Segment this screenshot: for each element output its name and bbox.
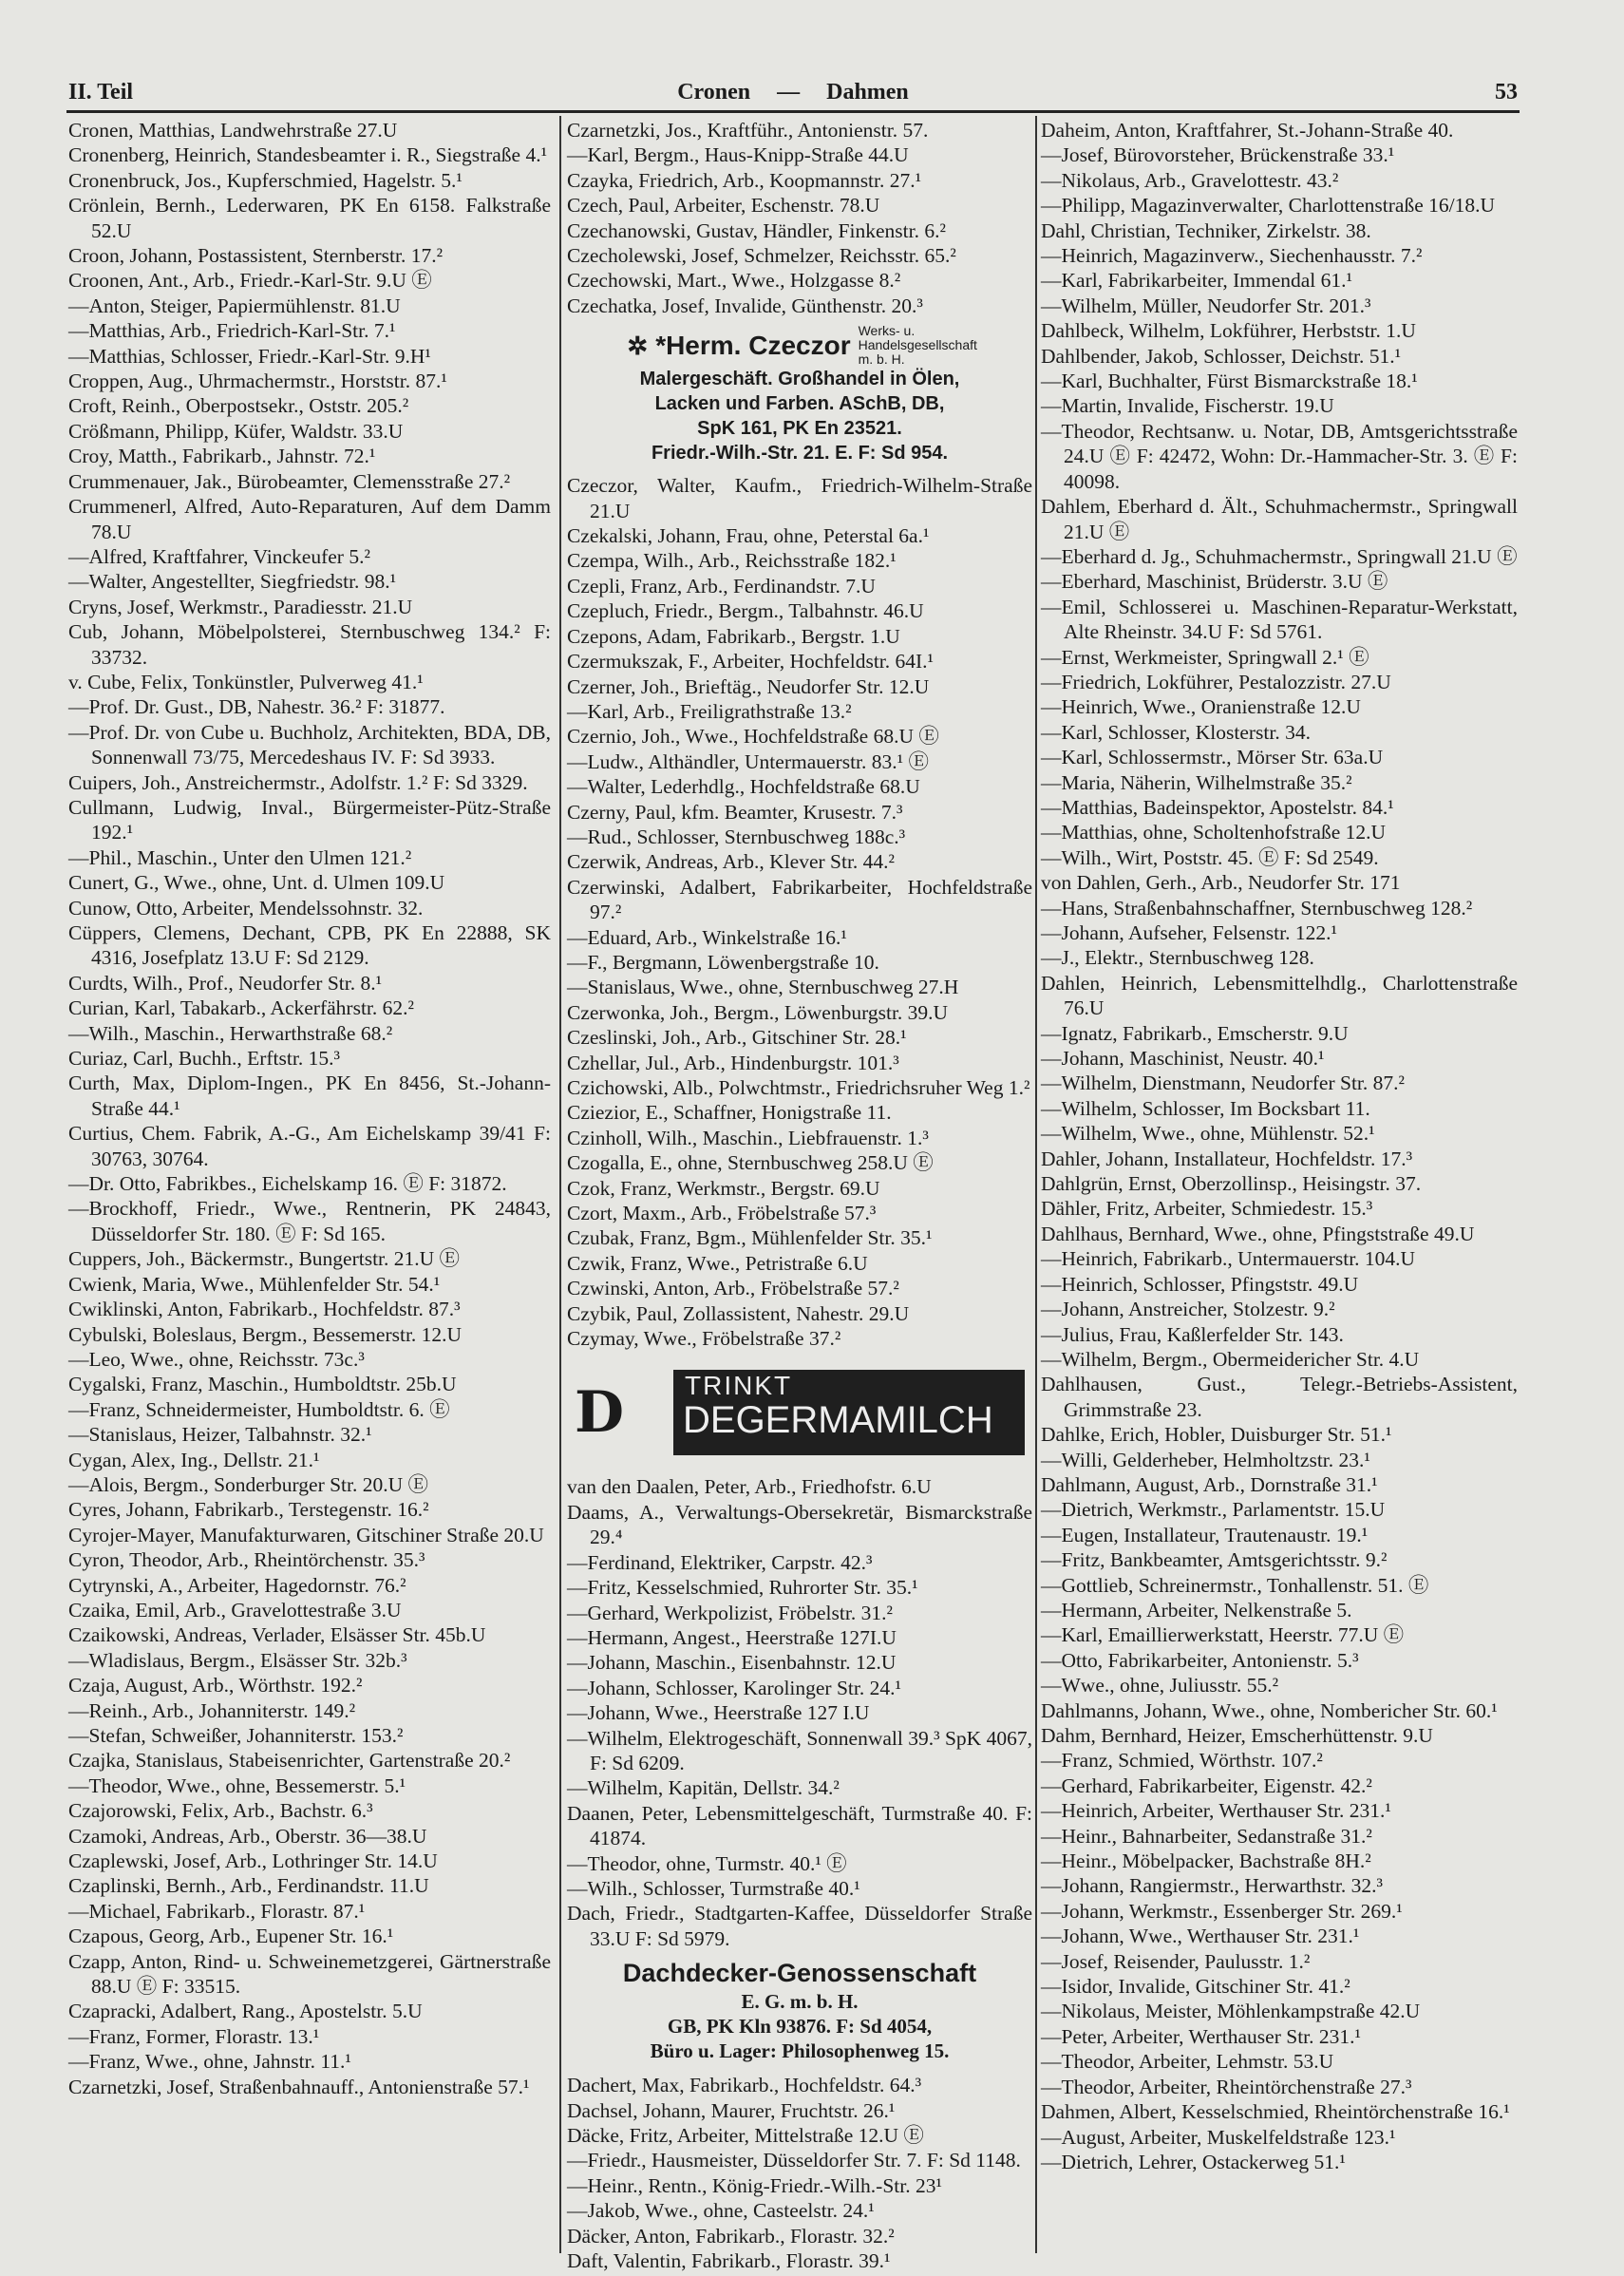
directory-entry: Czaja, August, Arb., Wörthstr. 192.² (68, 1674, 363, 1698)
directory-entry: —Brockhoff, Friedr., Wwe., Rentnerin, PK 24843, Düsseldorfer Str. 180. Ⓔ F: Sd 165. (68, 1197, 551, 1245)
directory-entry: Czwik, Franz, Wwe., Petristraße 6.U (567, 1251, 868, 1275)
ad-subtitle: Werks- u. Handelsgesellschaft m. b. H. (858, 323, 977, 368)
ad-line: Büro u. Lager: Philosophenweg 15. (650, 2039, 950, 2063)
directory-entry: Dahlmann, August, Arb., Dornstraße 31.¹ (1041, 1472, 1378, 1496)
directory-entry: Dahlbeck, Wilhelm, Lokführer, Herbststr. 1.U (1041, 319, 1416, 343)
entries-group (567, 2073, 1032, 2273)
directory-entry: Czepons, Adam, Fabrikarb., Bergstr. 1.U (567, 624, 900, 648)
directory-entry: Czech, Paul, Arbeiter, Eschenstr. 78.U (567, 194, 880, 218)
directory-entry: —Wilhelm, Elektrogeschäft, Sonnenwall 39.³ SpK 4067, F: Sd 6209. (567, 1726, 1032, 1774)
column-divider (559, 116, 561, 2253)
directory-entry: Croon, Johann, Postassistent, Sternberstr. 17.² (68, 244, 444, 268)
directory-entry: —Heinrich, Schlosser, Pfingststr. 49.U (1041, 1272, 1359, 1296)
directory-entry: —Johann, Aufseher, Felsenstr. 122.¹ (1041, 921, 1337, 944)
directory-entry: —Walter, Lederhdlg., Hochfeldstraße 68.U (567, 775, 920, 799)
directory-entry: —Peter, Arbeiter, Werthauser Str. 231.¹ (1041, 2024, 1361, 2048)
directory-entry: —Ludw., Althändler, Untermauerstr. 83.¹ Ⓔ (567, 749, 929, 773)
directory-entry: —Theodor, ohne, Turmstr. 40.¹ Ⓔ (567, 1851, 847, 1875)
directory-entry: —Isidor, Invalide, Gitschiner Str. 41.² (1041, 1975, 1350, 1999)
column-divider (1035, 116, 1037, 2253)
directory-entry: —Eugen, Installateur, Trautenaustr. 19.¹ (1041, 1523, 1369, 1546)
directory-entry: Cronen, Matthias, Landwehrstraße 27.U (68, 119, 398, 142)
directory-entry: Czymay, Wwe., Fröbelstraße 37.² (567, 1327, 841, 1351)
directory-entry: —Willi, Gelderheber, Helmholtzstr. 23.¹ (1041, 1448, 1370, 1471)
directory-entry: Cyron, Theodor, Arb., Rheintörchenstr. 35.³ (68, 1548, 425, 1572)
directory-entry: Czechatka, Josef, Invalide, Günthenstr. 20.³ (567, 294, 923, 317)
directory-entry: —Franz, Former, Florastr. 13.¹ (68, 2024, 320, 2048)
directory-entry: —Karl, Emaillierwerkstatt, Heerstr. 77.U Ⓔ (1041, 1623, 1405, 1647)
directory-entry: Cwiklinski, Anton, Fabrikarb., Hochfeldstr. 87.³ (68, 1298, 461, 1321)
directory-entry: Czapous, Georg, Arb., Eupener Str. 16.¹ (68, 1925, 394, 1948)
directory-entry: Dähler, Fritz, Arbeiter, Schmiedestr. 15.³ (1041, 1197, 1373, 1221)
directory-entry: —J., Elektr., Sternbuschweg 128. (1041, 946, 1314, 970)
directory-entry: Czwinski, Anton, Arb., Fröbelstraße 57.² (567, 1277, 899, 1300)
directory-entry: Dahlgrün, Ernst, Oberzollinsp., Heisingstr. 37. (1041, 1172, 1422, 1196)
section-label: II. Teil (68, 80, 134, 104)
directory-entry: —Wilhelm, Müller, Neudorfer Str. 201.³ (1041, 294, 1371, 317)
directory-entry: Cuppers, Joh., Bäckermstr., Bungertstr. 21.U Ⓔ (68, 1247, 461, 1271)
directory-entry: —Fritz, Kesselschmied, Ruhrorter Str. 35.¹ (567, 1576, 918, 1600)
directory-entry: —Karl, Buchhalter, Fürst Bismarckstraße 18.¹ (1041, 370, 1418, 393)
directory-entry: Dahlmanns, Johann, Wwe., ohne, Nombericher Str. 60.¹ (1041, 1698, 1498, 1722)
directory-entry: Czeczor, Walter, Kaufm., Friedrich-Wilhelm-Straße 21.U (567, 474, 1032, 522)
advertisement-czeczor (567, 324, 1032, 465)
directory-entry: Czeslinski, Joh., Arb., Gitschiner Str. 28.¹ (567, 1026, 907, 1050)
directory-entry: Czerwinski, Adalbert, Fabrikarbeiter, Hochfeldstraße 97.² (567, 875, 1032, 924)
directory-entry: —Wilh., Wirt, Poststr. 45. Ⓔ F: Sd 2549. (1041, 845, 1379, 869)
directory-entry: —Wilhelm, Schlosser, Im Bocksbart 11. (1041, 1096, 1370, 1120)
directory-entry: —Heinrich, Wwe., Oranienstraße 12.U (1041, 695, 1361, 719)
directory-entry: —Otto, Fabrikarbeiter, Antonienstr. 5.³ (1041, 1648, 1359, 1672)
directory-entry: Cunow, Otto, Arbeiter, Mendelssohnstr. 32. (68, 896, 424, 920)
directory-entry: Cunert, G., Wwe., ohne, Unt. d. Ulmen 109.U (68, 871, 445, 895)
directory-entry: —Johann, Wwe., Werthauser Str. 231.¹ (1041, 1925, 1360, 1948)
directory-entry: Curth, Max, Diplom-Ingen., PK En 8456, St.-Johann-Straße 44.¹ (68, 1072, 551, 1120)
ad-brand: DEGERMAMILCH (683, 1399, 993, 1442)
directory-entry: —Ferdinand, Elektriker, Carpstr. 42.³ (567, 1550, 873, 1574)
directory-entry: Dachert, Max, Fabrikarb., Hochfeldstr. 64.³ (567, 2074, 922, 2097)
directory-entry: —Gottlieb, Schreinermstr., Tonhallenstr. 51. Ⓔ (1041, 1573, 1429, 1597)
directory-entry: —Heinr., Möbelpacker, Bachstraße 8H.² (1041, 1849, 1371, 1873)
directory-entry: —Heinrich, Arbeiter, Werthauser Str. 231.¹ (1041, 1799, 1391, 1823)
directory-entry: —Stanislaus, Heizer, Talbahnstr. 32.¹ (68, 1423, 372, 1447)
directory-entry: —Gerhard, Fabrikarbeiter, Eigenstr. 42.² (1041, 1773, 1372, 1797)
directory-entry: Czaplinski, Bernh., Arb., Ferdinandstr. 11.U (68, 1874, 429, 1898)
ad-banner (673, 1370, 1025, 1455)
directory-entry: Dachsel, Johann, Maurer, Fruchtstr. 26.¹ (567, 2098, 896, 2122)
directory-entry: —Heinrich, Fabrikarb., Untermauerstr. 104.U (1041, 1247, 1416, 1271)
directory-entry: —Prof. Dr. Gust., DB, Nahestr. 36.² F: 31877. (68, 695, 445, 719)
directory-entry: —Dietrich, Werkmstr., Parlamentstr. 15.U (1041, 1498, 1386, 1522)
directory-entry: —Theodor, Arbeiter, Rheintörchenstraße 27.³ (1041, 2075, 1412, 2098)
directory-entry: Czekalski, Johann, Frau, ohne, Peterstal 6a.¹ (567, 524, 930, 548)
directory-entry: —Friedrich, Lokführer, Pestalozzistr. 27.U (1041, 670, 1391, 693)
directory-entry: Czajorowski, Felix, Arb., Bachstr. 6.³ (68, 1799, 373, 1823)
directory-entry: Czaika, Emil, Arb., Gravelottestraße 3.U (68, 1598, 402, 1622)
directory-entry: —Karl, Arb., Freiligrathstraße 13.² (567, 699, 852, 723)
directory-entry: Däcke, Fritz, Arbeiter, Mittelstraße 12.U Ⓔ (567, 2124, 924, 2147)
directory-entry: —Matthias, Arb., Friedrich-Karl-Str. 7.¹ (68, 319, 396, 343)
directory-entry: Czempa, Wilh., Arb., Reichsstraße 182.¹ (567, 549, 897, 573)
directory-entry: —Eduard, Arb., Winkelstraße 16.¹ (567, 925, 847, 949)
column-3 (1041, 118, 1518, 2174)
directory-entry: Cronenbruck, Jos., Kupferschmied, Hagelstr. 5.¹ (68, 168, 463, 192)
directory-entry: Czapp, Anton, Rind- u. Schweinemetzgerei, Gärtnerstraße 88.U Ⓔ F: 33515. (68, 1949, 551, 1999)
directory-entry: Dach, Friedr., Stadtgarten-Kaffee, Düsseldorfer Straße 33.U F: Sd 5979. (567, 1902, 1032, 1950)
directory-entry: van den Daalen, Peter, Arb., Friedhofstr. 6.U (567, 1475, 932, 1499)
directory-entry: Czarnetzki, Josef, Straßenbahnauff., Antonienstraße 57.¹ (68, 2075, 530, 2098)
directory-entry: Dahler, Johann, Installateur, Hochfeldstr. 17.³ (1041, 1147, 1413, 1170)
directory-entry: Cygan, Alex, Ing., Dellstr. 21.¹ (68, 1448, 320, 1471)
directory-entry: —Matthias, Badeinspektor, Apostelstr. 84.¹ (1041, 795, 1394, 819)
column-2 (567, 118, 1032, 2273)
directory-entry: —Ignatz, Fabrikarb., Emscherstr. 9.U (1041, 1021, 1349, 1045)
directory-entry: Curiaz, Carl, Buchh., Erftstr. 15.³ (68, 1047, 340, 1071)
directory-entry: —Maria, Näherin, Wilhelmstraße 35.² (1041, 770, 1352, 794)
directory-entry: Cuipers, Joh., Anstreichermstr., Adolfstr. 1.² F: Sd 3329. (68, 770, 528, 794)
directory-entry: —Stanislaus, Wwe., ohne, Sternbuschweg 27.H (567, 976, 959, 999)
running-head (68, 80, 1518, 105)
directory-entry: —Dietrich, Lehrer, Ostackerweg 51.¹ (1041, 2150, 1346, 2173)
directory-entry: Czinholl, Wilh., Maschin., Liebfrauenstr. 1.³ (567, 1126, 929, 1149)
directory-entry: Dahlen, Heinrich, Lebensmittelhdlg., Charlottenstraße 76.U (1041, 971, 1518, 1020)
directory-entry: Croft, Reinh., Oberpostsekr., Oststr. 205.² (68, 394, 409, 418)
directory-entry: Czerwik, Andreas, Arb., Klever Str. 44.² (567, 850, 896, 874)
entries-group (567, 473, 1032, 1351)
page-number: 53 (1495, 80, 1518, 104)
directory-entry: —Theodor, Wwe., ohne, Bessemerstr. 5.¹ (68, 1773, 406, 1797)
directory-entry: —Leo, Wwe., ohne, Reichsstr. 73c.³ (68, 1347, 365, 1371)
directory-entry: —Jakob, Wwe., ohne, Casteelstr. 24.¹ (567, 2199, 875, 2223)
directory-entry: Czybik, Paul, Zollassistent, Nahestr. 29.U (567, 1301, 910, 1325)
directory-entry: Curtius, Chem. Fabrik, A.-G., Am Eichelskamp 39/41 F: 30763, 30764. (68, 1122, 551, 1170)
directory-entry: Cyrojer-Mayer, Manufakturwaren, Gitschiner Straße 20.U (68, 1523, 544, 1546)
directory-entry: Cronenberg, Heinrich, Standesbeamter i. R., Siegstraße 4.¹ (68, 143, 548, 167)
directory-entry: —Alfred, Kraftfahrer, Vinckeufer 5.² (68, 544, 370, 568)
degerma-logo-icon: D (575, 1379, 625, 1447)
directory-entry: —Heinrich, Magazinverw., Siechenhausstr. 7.² (1041, 244, 1423, 268)
range-end: Dahmen (826, 80, 909, 104)
directory-entry: —Johann, Anstreicher, Stolzestr. 9.² (1041, 1298, 1335, 1321)
directory-entry: Czhellar, Jul., Arb., Hindenburgstr. 101.³ (567, 1051, 899, 1074)
directory-entry: —Friedr., Hausmeister, Düsseldorfer Str. 7. F: Sd 1148. (567, 2149, 1021, 2172)
directory-entry: —Hans, Straßenbahnschaffner, Sternbuschweg 128.² (1041, 896, 1473, 920)
directory-entry: Czogalla, E., ohne, Sternbuschweg 258.U Ⓔ (567, 1151, 934, 1175)
directory-entry: Dahl, Christian, Techniker, Zirkelstr. 38. (1041, 218, 1371, 242)
directory-entry: —Phil., Maschin., Unter den Ulmen 121.² (68, 845, 412, 869)
directory-entry: —Fritz, Bankbeamter, Amtsgerichtsstr. 9.² (1041, 1548, 1388, 1572)
directory-entry: Czepluch, Friedr., Bergm., Talbahnstr. 46.U (567, 599, 924, 623)
directory-entry: —Hermann, Arbeiter, Nelkenstraße 5. (1041, 1598, 1352, 1622)
directory-entry: Czernio, Joh., Wwe., Hochfeldstraße 68.U Ⓔ (567, 725, 939, 749)
directory-entry: Curian, Karl, Tabakarb., Ackerfährstr. 62.² (68, 996, 414, 1020)
directory-entry: —Wilhelm, Dienstmann, Neudorfer Str. 87.² (1041, 1072, 1405, 1095)
directory-entry: Dahlhausen, Gust., Telegr.-Betriebs-Assistent, Grimmstraße 23. (1041, 1373, 1518, 1421)
directory-entry: Cytrynski, A., Arbeiter, Hagedornstr. 76.² (68, 1573, 406, 1597)
directory-entry: Cullmann, Ludwig, Inval., Bürgermeister-Pütz-Straße 192.¹ (68, 795, 551, 844)
directory-entry: Czerwonka, Joh., Bergm., Löwenburgstr. 39.U (567, 1000, 949, 1024)
directory-entry: Czepli, Franz, Arb., Ferdinandstr. 7.U (567, 574, 876, 597)
directory-entry: Czaikowski, Andreas, Verlader, Elsässer Str. 45b.U (68, 1623, 486, 1647)
directory-entry: Cygalski, Franz, Maschin., Humboldtstr. 25b.U (68, 1373, 457, 1396)
directory-entry: —Johann, Maschinist, Neustr. 40.¹ (1041, 1047, 1325, 1071)
directory-entry: Dahlbender, Jakob, Schlosser, Deichstr. 51.¹ (1041, 344, 1402, 368)
directory-entry: —Matthias, Schlosser, Friedr.-Karl-Str. 9.H¹ (68, 344, 431, 368)
directory-entry: Daanen, Peter, Lebensmittelgeschäft, Turmstraße 40. F: 41874. (567, 1801, 1032, 1850)
directory-entry: —Reinh., Arb., Johanniterstr. 149.² (68, 1698, 356, 1722)
directory-entry: Czechowski, Mart., Wwe., Holzgasse 8.² (567, 269, 901, 293)
range-start: Cronen (677, 80, 751, 104)
directory-entry: —Josef, Reisender, Paulusstr. 1.² (1041, 1949, 1311, 1973)
directory-entry: —Martin, Invalide, Fischerstr. 19.U (1041, 394, 1334, 418)
ad-line: GB, PK Kln 93876. F: Sd 4054, (667, 2015, 933, 2039)
directory-entry: —Heinr., Bahnarbeiter, Sedanstraße 31.² (1041, 1824, 1372, 1848)
directory-entry: von Dahlen, Gerh., Arb., Neudorfer Str. 171 (1041, 871, 1401, 895)
directory-entry: Dahlem, Eberhard d. Ält., Schuhmachermstr., Springwall 21.U Ⓔ (1041, 495, 1518, 543)
directory-entry: Czok, Franz, Werkmstr., Bergstr. 69.U (567, 1176, 880, 1200)
directory-entry: Dahlke, Erich, Hobler, Duisburger Str. 51.¹ (1041, 1423, 1392, 1447)
directory-entry: Daams, A., Verwaltungs-Obersekretär, Bismarckstraße 29.⁴ (567, 1500, 1032, 1549)
directory-entry: —Johann, Werkmstr., Essenberger Str. 269.¹ (1041, 1899, 1403, 1923)
directory-entry: —Rud., Schlosser, Sternbuschweg 188c.³ (567, 825, 906, 848)
directory-entry: —Wilh., Schlosser, Turmstraße 40.¹ (567, 1876, 860, 1900)
directory-entry: —F., Bergmann, Löwenbergstraße 10. (567, 950, 879, 974)
ad-line: Malergeschäft. Großhandel in Ölen, (639, 369, 960, 390)
ad-line: TRINKT (685, 1371, 793, 1401)
directory-entry: Crönlein, Bernh., Lederwaren, PK En 6158. Falkstraße 52.U (68, 194, 551, 242)
ad-company-name: Dachdecker-Genossenschaft (622, 1959, 977, 1988)
directory-entry: —August, Arbeiter, Muskelfeldstraße 123.¹ (1041, 2125, 1396, 2149)
directory-entry: —Emil, Schlosserei u. Maschinen-Reparatur-Werkstatt, Alte Rheinstr. 34.U F: Sd 5761. (1041, 595, 1518, 644)
directory-entry: —Wilhelm, Bergm., Obermeidericher Str. 4.U (1041, 1347, 1420, 1371)
directory-entry: —Karl, Schlosser, Klosterstr. 34. (1041, 720, 1311, 744)
entries-group (567, 1474, 1032, 1951)
directory-entry: —Karl, Fabrikarbeiter, Immendal 61.¹ (1041, 269, 1352, 293)
directory-entry: —Alois, Bergm., Sonderburger Str. 20.U Ⓔ (68, 1472, 429, 1496)
range-dash: — (777, 80, 801, 104)
directory-entry: Crummenerl, Alfred, Auto-Reparaturen, Auf dem Damm 78.U (68, 495, 551, 543)
page-header (68, 80, 1518, 108)
star-logo-icon: ✲ (627, 331, 649, 360)
ad-line: SpK 161, PK En 23521. (697, 418, 902, 440)
directory-entry: —Wladislaus, Bergm., Elsässer Str. 32b.³ (68, 1648, 407, 1672)
directory-entry: —Wwe., ohne, Juliusstr. 55.² (1041, 1674, 1279, 1698)
ad-line: Friedr.-Wilh.-Str. 21. E. F: Sd 954. (651, 443, 949, 465)
directory-entry: —Johann, Rangiermstr., Herwarthstr. 32.³ (1041, 1874, 1383, 1898)
directory-entry: Crößmann, Philipp, Küfer, Waldstr. 33.U (68, 419, 404, 443)
directory-entry: —Prof. Dr. von Cube u. Buchholz, Architekten, BDA, DB, Sonnenwall 73/75, Mercedeshaus IV. F: Sd 3933. (68, 720, 551, 769)
directory-entry: Czamoki, Andreas, Arb., Oberstr. 36—38.U (68, 1824, 427, 1848)
advertisement-dachdecker (567, 1957, 1032, 2063)
directory-entry: Czermukszak, F., Arbeiter, Hochfeldstr. 64I.¹ (567, 650, 934, 673)
directory-entry: Czajka, Stanislaus, Stabeisenrichter, Gartenstraße 20.² (68, 1749, 511, 1773)
header-rule (66, 110, 1520, 113)
directory-entry: Cyres, Johann, Fabrikarb., Terstegenstr. 16.² (68, 1498, 429, 1522)
ad-line: Lacken und Farben. ASchB, DB, (654, 393, 945, 415)
directory-entry: Cwienk, Maria, Wwe., Mühlenfelder Str. 54.¹ (68, 1272, 441, 1296)
ad-line: E. G. m. b. H. (741, 1990, 859, 2014)
directory-entry: Czayka, Friedrich, Arb., Koopmannstr. 27.¹ (567, 168, 922, 192)
directory-entry: —Eberhard, Maschinist, Brüderstr. 3.U Ⓔ (1041, 570, 1388, 594)
directory-entry: Czubak, Franz, Bgm., Mühlenfelder Str. 35.¹ (567, 1226, 933, 1250)
directory-entry: —Nikolaus, Arb., Gravelottestr. 43.² (1041, 168, 1339, 192)
directory-entry: —Gerhard, Werkpolizist, Fröbelstr. 31.² (567, 1601, 893, 1624)
directory-entry: —Heinr., Rentn., König-Friedr.-Wilh.-Str. 23¹ (567, 2173, 942, 2197)
directory-entry: —Franz, Schmied, Wörthstr. 107.² (1041, 1749, 1323, 1773)
directory-entry: Czaplewski, Josef, Arb., Lothringer Str. 14.U (68, 1849, 438, 1873)
column-1 (68, 118, 551, 2099)
directory-entry: —Walter, Angestellter, Siegfriedstr. 98.¹ (68, 570, 397, 594)
directory-entry: —Johann, Maschin., Eisenbahnstr. 12.U (567, 1651, 897, 1675)
directory-entry: Curdts, Wilh., Prof., Neudorfer Str. 8.¹ (68, 971, 383, 995)
directory-entry: —Anton, Steiger, Papiermühlenstr. 81.U (68, 294, 401, 317)
directory-entry: Daheim, Anton, Kraftfahrer, St.-Johann-Straße 40. (1041, 119, 1454, 142)
directory-entry: —Julius, Frau, Kaßlerfelder Str. 143. (1041, 1322, 1344, 1346)
directory-entry: Czichowski, Alb., Polwchtmstr., Friedrichsruher Weg 1.² (567, 1076, 1030, 1099)
directory-entry: —Karl, Bergm., Haus-Knipp-Straße 44.U (567, 143, 909, 167)
directory-entry: Däcker, Anton, Fabrikarb., Florastr. 32.² (567, 2224, 895, 2248)
directory-entry: Cybulski, Boleslaus, Bergm., Bessemerstr. 12.U (68, 1322, 463, 1346)
directory-entry: Dahlhaus, Bernhard, Wwe., ohne, Pfingststraße 49.U (1041, 1222, 1475, 1245)
directory-entry: Dahmen, Albert, Kesselschmied, Rheintörchenstraße 16.¹ (1041, 2100, 1510, 2124)
directory-entry: Daft, Valentin, Fabrikarb., Florastr. 39.¹ (567, 2249, 891, 2273)
directory-entry: —Wilhelm, Kapitän, Dellstr. 34.² (567, 1776, 840, 1800)
directory-entry: —Nikolaus, Meister, Möhlenkampstraße 42.U (1041, 2000, 1421, 2023)
directory-entry: Czerner, Joh., Brieftäg., Neudorfer Str. 12.U (567, 674, 930, 698)
entries-group (567, 118, 1032, 318)
directory-entry: Cziezior, E., Schaffner, Honigstraße 11. (567, 1101, 892, 1125)
directory-entry: Czort, Maxm., Arb., Fröbelstraße 57.³ (567, 1202, 877, 1225)
directory-entry: Cryns, Josef, Werkmstr., Paradiesstr. 21.U (68, 595, 413, 618)
directory-entry: —Theodor, Rechtsanw. u. Notar, DB, Amtsgerichtsstraße 24.U Ⓔ F: 42472, Wohn: Dr.-Hammacher-Str. 3. Ⓔ F: 40098. (1041, 419, 1518, 493)
directory-entry: —Theodor, Arbeiter, Lehmstr. 53.U (1041, 2050, 1334, 2074)
directory-entry: —Matthias, ohne, Scholtenhofstraße 12.U (1041, 821, 1387, 844)
directory-entry: Czarnetzki, Jos., Kraftführ., Antonienstr. 57. (567, 119, 929, 142)
directory-entry: —Stefan, Schweißer, Johanniterstr. 153.² (68, 1724, 404, 1747)
directory-entry: —Johann, Wwe., Heerstraße 127 I.U (567, 1701, 870, 1725)
directory-entry: —Dr. Otto, Fabrikbes., Eichelskamp 16. Ⓔ F: 31872. (68, 1172, 507, 1196)
directory-entry: Czerny, Paul, kfm. Beamter, Krusestr. 7.³ (567, 800, 903, 824)
directory-entry: —Karl, Schlossermstr., Mörser Str. 63a.U (1041, 746, 1384, 769)
directory-entry: Cüppers, Clemens, Dechant, CPB, PK En 22888, SK 4316, Josefplatz 13.U F: Sd 2129. (68, 921, 551, 970)
directory-entry: —Franz, Wwe., ohne, Jahnstr. 11.¹ (68, 2050, 351, 2074)
directory-entry: Czapracki, Adalbert, Rang., Apostelstr. 5.U (68, 2000, 423, 2023)
directory-entry: Croy, Matth., Fabrikarb., Jahnstr. 72.¹ (68, 445, 376, 468)
directory-entry: Dahm, Bernhard, Heizer, Emscherhüttenstr. 9.U (1041, 1724, 1433, 1747)
directory-entry: —Ernst, Werkmeister, Springwall 2.¹ Ⓔ (1041, 645, 1369, 669)
directory-entry: —Wilhelm, Wwe., ohne, Mühlenstr. 52.¹ (1041, 1122, 1375, 1146)
directory-entry: v. Cube, Felix, Tonkünstler, Pulverweg 41.¹ (68, 670, 424, 693)
directory-entry: Crummenauer, Jak., Bürobeamter, Clemensstraße 27.² (68, 469, 511, 493)
directory-entry: —Michael, Fabrikarb., Florastr. 87.¹ (68, 1899, 366, 1923)
directory-entry: Croppen, Aug., Uhrmachermstr., Horststr. 87.¹ (68, 370, 447, 393)
directory-entry: Czechanowski, Gustav, Händler, Finkenstr. 6.² (567, 218, 946, 242)
directory-entry: —Hermann, Angest., Heerstraße 127I.U (567, 1625, 897, 1649)
directory-entry: Czecholewski, Josef, Schmelzer, Reichsstr. 65.² (567, 244, 956, 268)
directory-entry: Cub, Johann, Möbelpolsterei, Sternbuschweg 134.² F: 33732. (68, 620, 551, 669)
directory-entry: —Franz, Schneidermeister, Humboldtstr. 6. Ⓔ (68, 1397, 450, 1421)
directory-entry: —Wilh., Maschin., Herwarthstraße 68.² (68, 1021, 393, 1045)
directory-entry: —Johann, Schlosser, Karolinger Str. 24.¹ (567, 1676, 901, 1699)
directory-entry: —Philipp, Magazinverwalter, Charlottenstraße 16/18.U (1041, 194, 1495, 218)
directory-entry: Croonen, Ant., Arb., Friedr.-Karl-Str. 9.U Ⓔ (68, 269, 432, 293)
advertisement-degermamilch (567, 1360, 1032, 1465)
directory-entry: —Eberhard d. Jg., Schuhmachermstr., Springwall 21.U Ⓔ (1041, 544, 1518, 568)
ad-company-name: *Herm. Czeczor (655, 330, 851, 360)
directory-entry: —Josef, Bürovorsteher, Brückenstraße 33.¹ (1041, 143, 1395, 167)
